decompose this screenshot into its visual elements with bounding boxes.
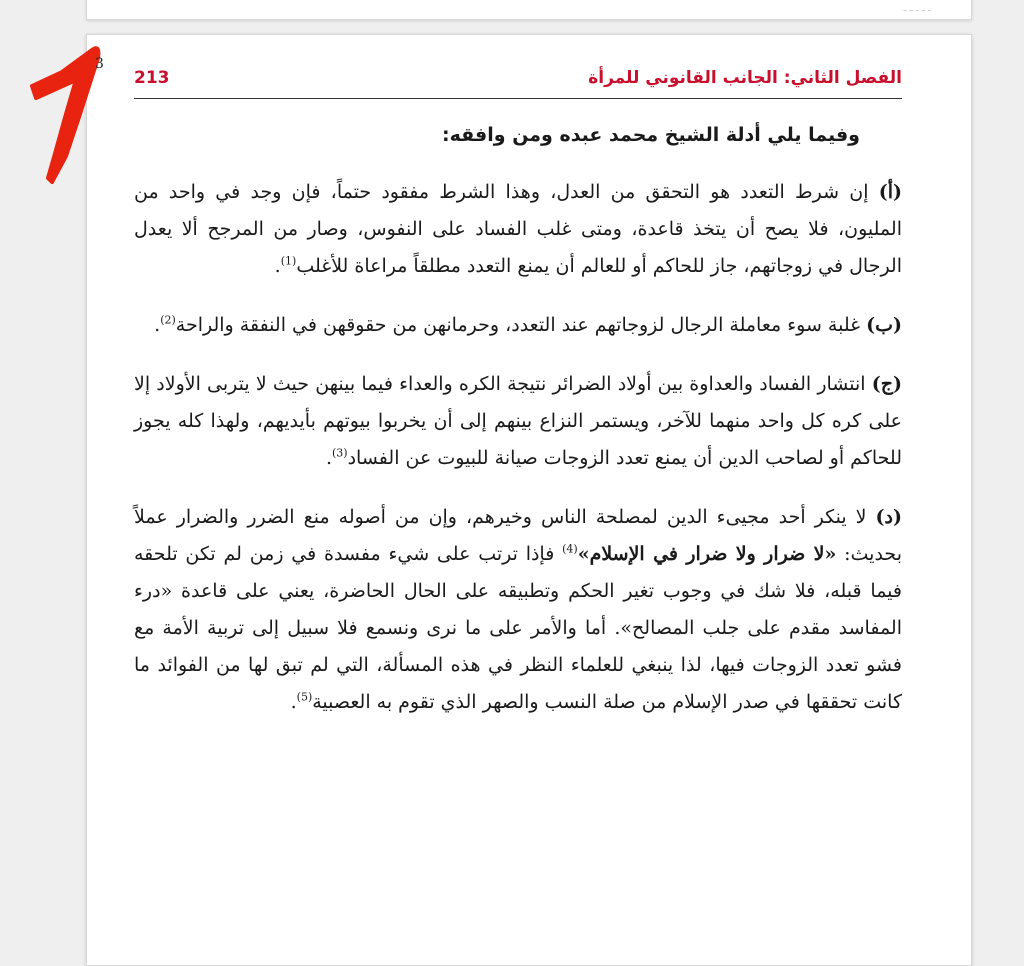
paragraph-d-text-b: فإذا ترتب على شيء مفسدة في زمن لم تكن تلحقه فيما قبله، فلا شك في وجوب تغير الحكم وتطبيقه على الحال الحاضرة، يعني على قاعدة «درء المفاسد مقدم على جلب المصالح». أما والأمر على ما نرى ونسمع فلا سبيل إلى تربية الأمة مع فشو تعدد الزوجات فيها، لذا ينبغي للعلماء النظر في هذه المسألة، التي لم تبق لها من الفوائد ما كانت تحققها في صدر الإسلام من صلة النسب والصهر الذي تقوم به العصبية	[134, 543, 902, 713]
paragraph-a	[134, 174, 902, 285]
footnote-ref-4[interactable]: (4)	[562, 542, 578, 556]
paragraph-b-end: .	[154, 314, 161, 336]
page-body	[134, 110, 902, 721]
chapter-title: الفصل الثاني: الجانب القانوني للمرأة	[588, 68, 902, 88]
hadith-quote: «لا ضرار ولا ضرار في الإسلام»	[577, 543, 837, 565]
paragraph-c-text: انتشار الفساد والعداوة بين أولاد الضرائر نتيجة الكره والعداء فيما بينهن حيث لا يتربى الأولاد إلا على كره كل واحد منهما للآخر، ويستمر النزاع بينهم إلى أن يخربوا بيوتهم بأيديهم، ولهذا كله يجوز للحاكم أو لصاحب الدين أن يمنع تعدد الزوجات صيانة للبيوت عن الفساد	[134, 373, 902, 469]
paragraph-c-marker: (ج)	[871, 373, 902, 395]
page-header	[134, 64, 902, 99]
paragraph-d-end: .	[290, 691, 297, 713]
previous-page-faint-text: ـ ـ ـ ـ ـ	[903, 3, 931, 14]
previous-page-edge	[86, 0, 972, 20]
footnote-ref-5[interactable]: (5)	[296, 690, 313, 704]
paragraph-d	[134, 499, 902, 721]
red-handwritten-one-annotation	[22, 28, 112, 188]
footnote-ref-3[interactable]: (3)	[332, 446, 348, 460]
paragraph-d-text-a: لا ينكر أحد مجيىء الدين لمصلحة الناس وخيرهم، وإن من أصوله منع الضرر والضرار عملاً بحديث:	[134, 506, 902, 565]
paragraph-a-marker: (أ)	[878, 181, 902, 203]
paragraph-a-text: إن شرط التعدد هو التحقق من العدل، وهذا الشرط مفقود حتماً، فإن وجد في واحد من المليون، فلا يصح أن يتخذ قاعدة، ومتى غلب الفساد على النفوس، وصار من المرجح ألا يعدل الرجال في زوجاتهم، جاز للحاكم أو للعالم أن يمنع التعدد مطلقاً مراعاة للأغلب	[134, 181, 902, 277]
paragraph-b-text: غلبة سوء معاملة الرجال لزوجاتهم عند التعدد، وحرمانهن من حقوقهن في النفقة والراحة	[175, 314, 861, 336]
footnote-ref-1[interactable]: (1)	[280, 254, 297, 268]
paragraph-d-marker: (د)	[875, 506, 902, 528]
corner-digit: 3	[95, 56, 104, 72]
paragraph-b	[134, 307, 902, 344]
intro-heading: وفيما يلي أدلة الشيخ محمد عبده ومن وافقه:	[442, 124, 860, 146]
page-number: 213	[134, 68, 170, 88]
paragraph-c-end: .	[325, 447, 332, 469]
footnote-ref-2[interactable]: (2)	[160, 313, 176, 327]
paragraph-c	[134, 366, 902, 477]
paragraph-b-marker: (ب)	[866, 314, 902, 336]
paragraph-a-end: .	[274, 255, 281, 277]
